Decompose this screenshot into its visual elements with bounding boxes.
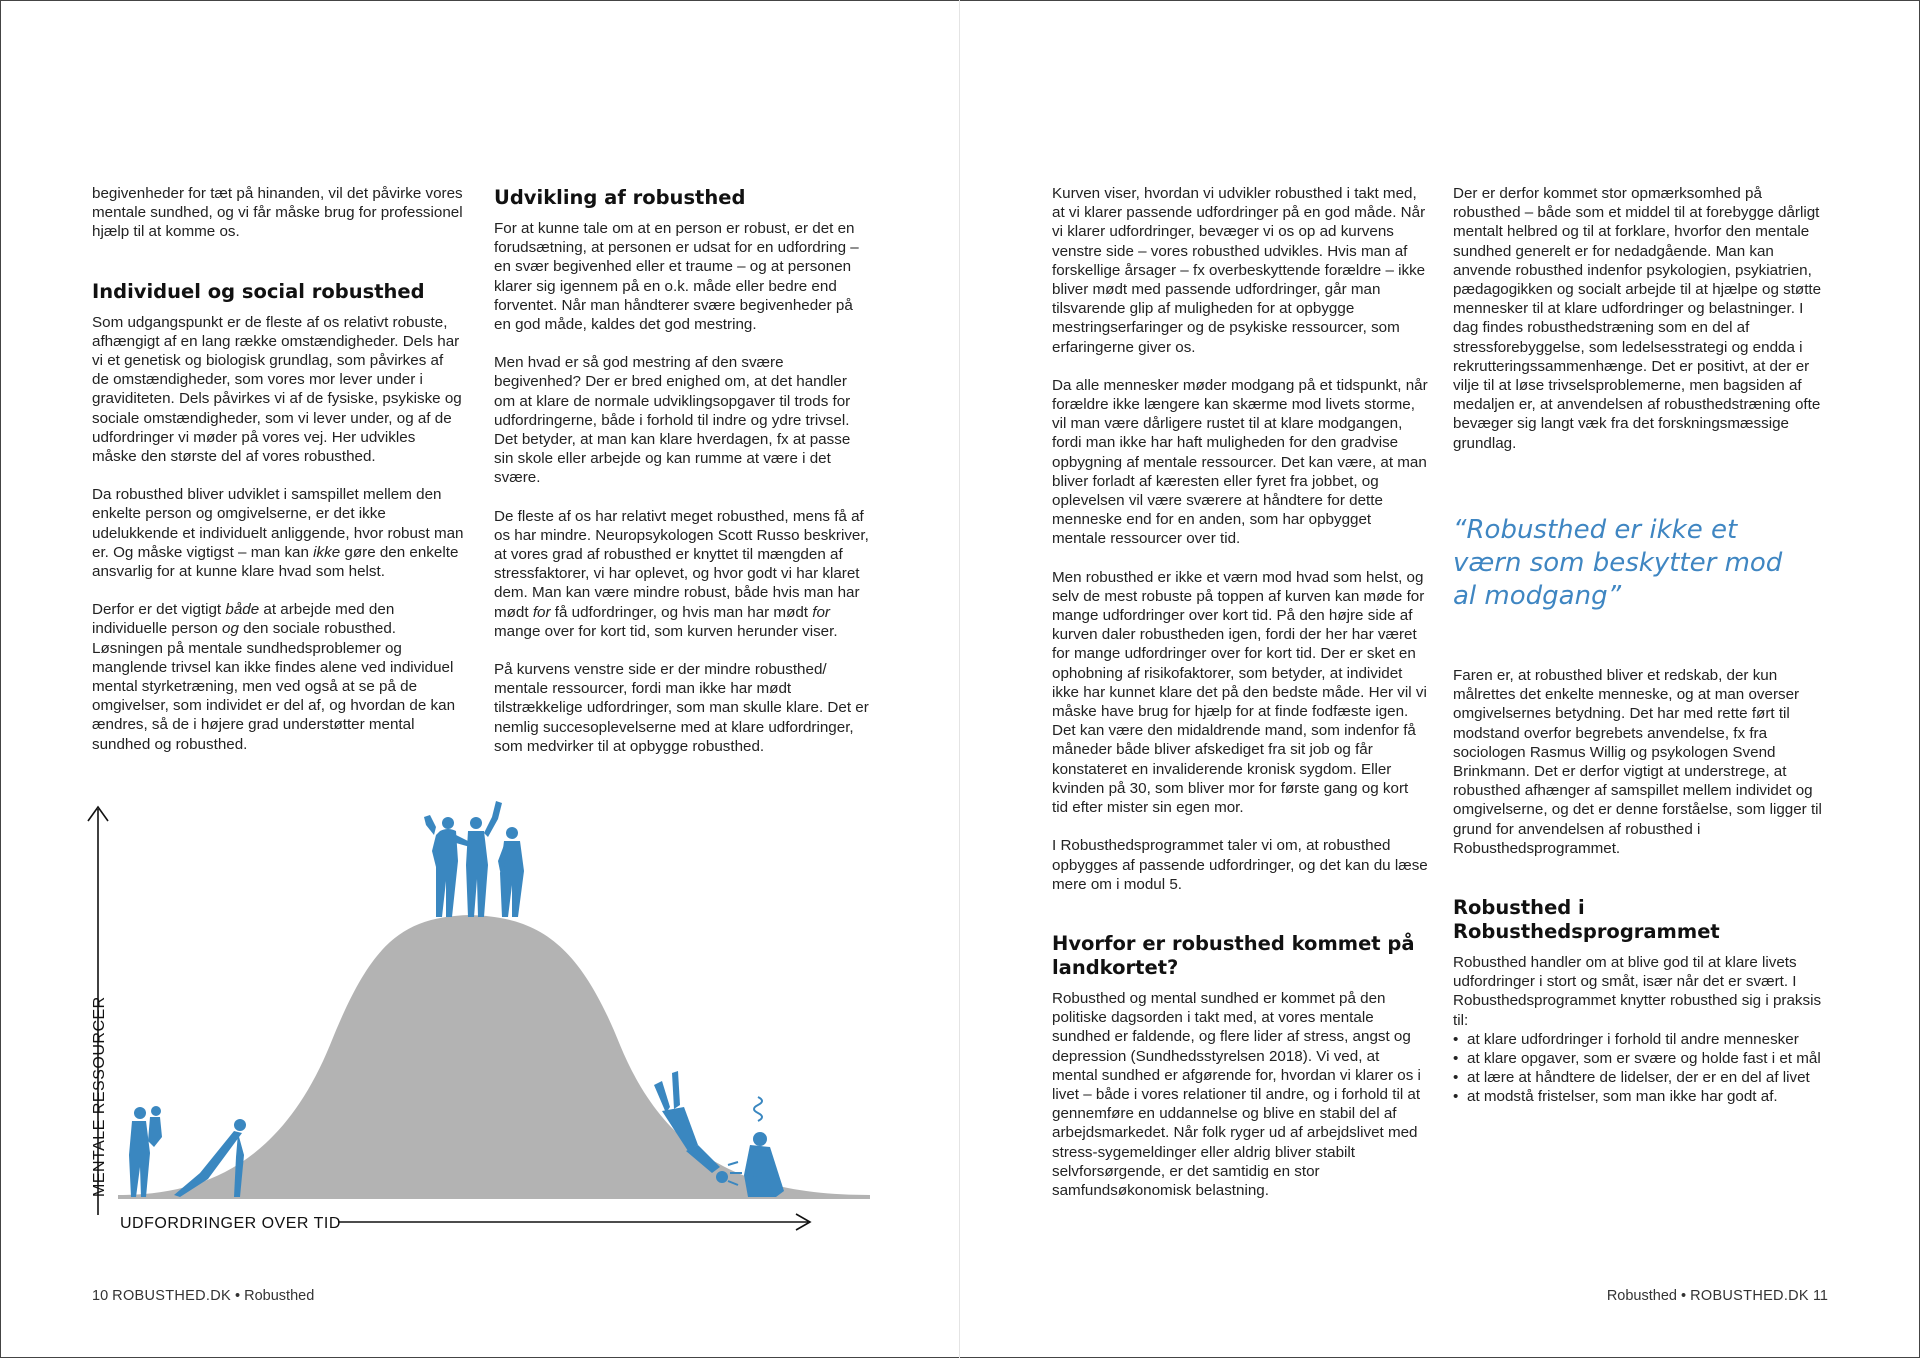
right-footer (1607, 1288, 1828, 1304)
heading-hvorfor: Hvorfor er robusthed kommet på landkortet? (1052, 931, 1415, 979)
left-column-2 (494, 186, 870, 775)
paragraph: Men hvad er så god mestring af den svære begivenhed? Der er bred enighed om, at det handler om at klare de normale udviklingsopgaver til trods for udfordringerne, både i forhold til indre og ydre trivsel. Det betyder, at man kan klare hverdagen, fx at passe sin skole eller arbejde og kan rumme at være i det svære. (494, 354, 851, 487)
list-item (1453, 1049, 1825, 1068)
curve-svg (80, 795, 880, 1255)
footer-section: Robusthed (1606, 1288, 1677, 1304)
emphasis: både (225, 601, 260, 619)
emphasis: ikke (313, 543, 341, 561)
page-number: 10 (92, 1288, 109, 1304)
paragraph: begivenheder for tæt på hinanden, vil det påvirke vores mentale sundhed, og vi får måske brug for professionel hjælp til at komme os. (92, 185, 463, 241)
emphasis: for (812, 603, 830, 621)
text: gøre den enkelte ansvarlig for at kunne klare hvad som helst. (92, 543, 459, 581)
paragraph: Robusthed handler om at blive god til at klare livets udfordringer i stort og småt, især når det er svært. I Robusthedsprogrammet knytter robusthed sig i praksis til: (1453, 954, 1822, 1029)
list-item (1453, 1087, 1825, 1106)
text: mange over for kort tid, som kurven herunder viser. (494, 622, 838, 640)
bullet-list (1453, 1030, 1825, 1107)
list-item-text: at lære at håndtere de lidelser, der er en del af livet (1467, 1069, 1810, 1087)
text: Derfor er det vigtigt (92, 601, 226, 619)
bullet-icon: • (1453, 1069, 1459, 1087)
text: den sociale robusthed. Løsningen på mentale sundhedsproblemer og manglende trivsel kan ikke findes alene ved individuel mental styrketræning, men ved også at se på de omgivelser, som individet er del af, og hvordan de kan ændres, så de i højere grad understøtter mental sundhed og robusthed. (92, 620, 456, 753)
paragraph: I Robusthedsprogrammet taler vi om, at robusthed opbygges af passende udfordringer, og det kan du læse mere om i modul 5. (1052, 837, 1428, 893)
person-sitting-despair-icon (744, 1097, 784, 1197)
bullet-icon: • (1453, 1050, 1459, 1068)
footer-section: Robusthed (244, 1288, 315, 1304)
paragraph: Som udgangspunkt er de fleste af os relativt robuste, afhængigt af en lang række omstændigheder. Dels har vi et genetisk og biologisk grundlag, som påvirkes af de omstændigheder, som vores mor lever under i graviditeten. Dels påvirkes vi af de fysiske, psykiske og sociale omstændigheder, som vi lever under, og af de udfordringer vi møder på vores vej. Her udvikles måske den største del af vores robusthed. (92, 313, 462, 466)
bullet-icon: • (1453, 1030, 1459, 1048)
paragraph: For at kunne tale om at en person er robust, er det en forudsætning, at personen er udsat for en udfordring – en svær begivenhed eller et traume – og at personen klarer sig igennem på en o.k. måde eller bedre end forventet. Når man håndterer svære begivenheder på en god måde, kaldes det god mestring. (494, 220, 859, 334)
page-spine (959, 0, 960, 1358)
pull-quote: “Robusthed er ikke et værn som beskytter mod al modgang” (1453, 515, 1783, 611)
paragraph: Kurven viser, hvordan vi udvikler robusthed i takt med, at vi klarer passende udfordringer på en god måde. Når vi klarer udfordringer, bevæger vi os op ad kurvens venstre side – vores robusthed udvikles. Hvis man af forskellige årsager – fx overbeskyttende forældre – ikke bliver mødt med passende udfordringer, går man tilsvarende glip af muligheden for at opbygge mestringserfaringer og de psykiske ressourcer, som erfaringerne giver os. (1052, 185, 1426, 356)
list-item (1453, 1068, 1825, 1087)
list-item-text: at modstå fristelser, som man ikke har godt af. (1467, 1088, 1778, 1106)
paragraph: Der er derfor kommet stor opmærksomhed på robusthed – både som et middel til at forebygge dårligt mentalt helbred og til at forklare, hvorfor den mentale sundhed generelt er for nedadgående. Man kan anvende robusthed indenfor psykologien, psykiatrien, pædagogikken og socialt arbejde til at hjælpe og støtte mennesker til at klare udfordringer og belastninger. I dag findes robusthedstræning som en del af stressforebyggelse, som ledelsesstrategi og endda i rekrutteringssammenhænge. Det er positivt, at der er vilje til at løse trivselsproblemerne, men bagsiden af medaljen er, at anvendelsen af robusthedstræning ofte bevæger sig langt væk fra det forskningsmæssige grundlag. (1453, 185, 1822, 452)
list-item-text: at klare opgaver, som er svære og holde fast i et mål (1467, 1050, 1821, 1068)
heading-individuel-social: Individuel og social robusthed (92, 279, 425, 303)
footer-separator: • (235, 1288, 241, 1304)
right-column-2 (1453, 184, 1825, 472)
left-column-1 (92, 184, 464, 773)
resilience-curve-figure (80, 795, 880, 1255)
paragraph: Da alle mennesker møder modgang på et tidspunkt, når forældre ikke længere kan skærme mod livets storme, vil man være dårligere rustet til at klare modgangen, fordi man ikke har haft muligheden for den gradvise opbygning af mentale ressourcer. Det kan være, at man bliver forladt af kæresten eller fyret fra jobbet, og oplevelsen vil være sværere at håndtere for dette menneske end for en anden, som har opbygget mentale ressourcer over tid. (1052, 376, 1428, 548)
paragraph (92, 600, 464, 754)
emphasis: for (532, 603, 551, 621)
heading-robusthed-programmet: Robusthed i Robusthedsprogrammet (1453, 896, 1720, 944)
bullet-icon: • (1453, 1088, 1459, 1106)
footer-brand: ROBUSTHED.DK (112, 1288, 231, 1304)
text: få udfordringer, og hvis man har mødt (550, 603, 813, 621)
paragraph: Men robusthed er ikke et værn mod hvad som helst, og selv de mest robuste på toppen af kurven kan møde for mange udfordringer over kort tid. På den højre side af kurven daler robustheden igen, fordi der her har været for mange udfordringer over for kort tid. Der er sket en ophobning af risikofaktorer, som betyder, at individet ikke har kunnet klare det på den bedste måde. Her vil vi måske have brug for hjælp for at finde fodfæste igen. Det kan være den midaldrende mand, som indenfor få måneder både bliver afskediget fra sit job og får konstateret en invaliderende kronisk sygdom. Eller kvinden på 30, som bliver mor for første gang og kort tid efter mister sin egen mor. (1052, 568, 1427, 817)
text: at arbejde med den individuelle person (92, 601, 395, 638)
right-column-2-lower (1453, 666, 1825, 1107)
text: Da robusthed bliver udviklet i samspillet mellem den enkelte person og omgivelserne, er det ikke udelukkende et individuelt anliggende, hvor robust man er. Og måske vigtigst – man kan (92, 486, 464, 561)
paragraph: Faren er, at robusthed bliver et redskab, der kun målrettes det enkelte menneske, og at man overser omgivelsernes betydning. Det har med rette ført til modstand overfor begrebets anvendelse, fx fra sociologen Rasmus Willig og psykologen Svend Brinkmann. Det er derfor vigtigt at understrege, at robusthed afhænger af samspillet mellem individet og omgivelserne, og det er denne forståelse, som ligger til grund for anvendelsen af robusthed i Robusthedsprogrammet. (1453, 667, 1822, 857)
list-item (1453, 1030, 1825, 1049)
emphasis: og (222, 620, 239, 638)
left-footer (92, 1288, 314, 1304)
right-column-1 (1052, 184, 1428, 1219)
page-number: 11 (1812, 1288, 1828, 1304)
list-item-text: at klare udfordringer i forhold til andre mennesker (1467, 1030, 1799, 1048)
text: De fleste af os har relativt meget robusthed, mens få af os har mindre. Neuropsykologen Scott Russo beskriver, at vores grad af robusthed er knyttet til mængden af stressfaktorer, vi har oplevet, og hvor godt vi har klaret dem. Man kan være mindre robust, både hvis man har mødt (494, 507, 869, 621)
paragraph (494, 507, 870, 641)
footer-separator: • (1680, 1288, 1687, 1304)
paragraph: På kurvens venstre side er der mindre robusthed/ mentale ressourcer, fordi man ikke har mødt tilstrækkelige udfordringer, som man skulle klare. Det er nemlig succesoplevelserne med at klare udfordringer, som medvirker til at opbygge robusthed. (494, 661, 869, 755)
heading-udvikling: Udvikling af robusthed (494, 186, 746, 209)
paragraph (92, 485, 464, 581)
x-axis-label: UDFORDRINGER OVER TID (120, 1215, 341, 1232)
group-figures-top-icon (424, 801, 524, 917)
footer-brand: ROBUSTHED.DK (1690, 1288, 1809, 1304)
y-axis-label: MENTALE RESSOURCER (91, 996, 108, 1197)
parent-with-child-icon (129, 1106, 162, 1197)
paragraph: Robusthed og mental sundhed er kommet på den politiske dagsorden i takt med, at vores mentale sundhed er faldende, og flere lider af stress, angst og depression (Sundhedsstyrelsen 2018). Vi ved, at mental sundhed er afgørende for, hvordan vi klarer os i livet – både i vores relationer til andre, og i forhold til at gennemføre en uddannelse og blive en stabil del af arbejdsmarkedet. Når folk ryger ud af arbejdslivet med stress-sygemeldinger eller aldrig bliver stabilt selvforsørgende, er det samtidig en stor samfundsøkonomisk belastning. (1052, 989, 1421, 1199)
